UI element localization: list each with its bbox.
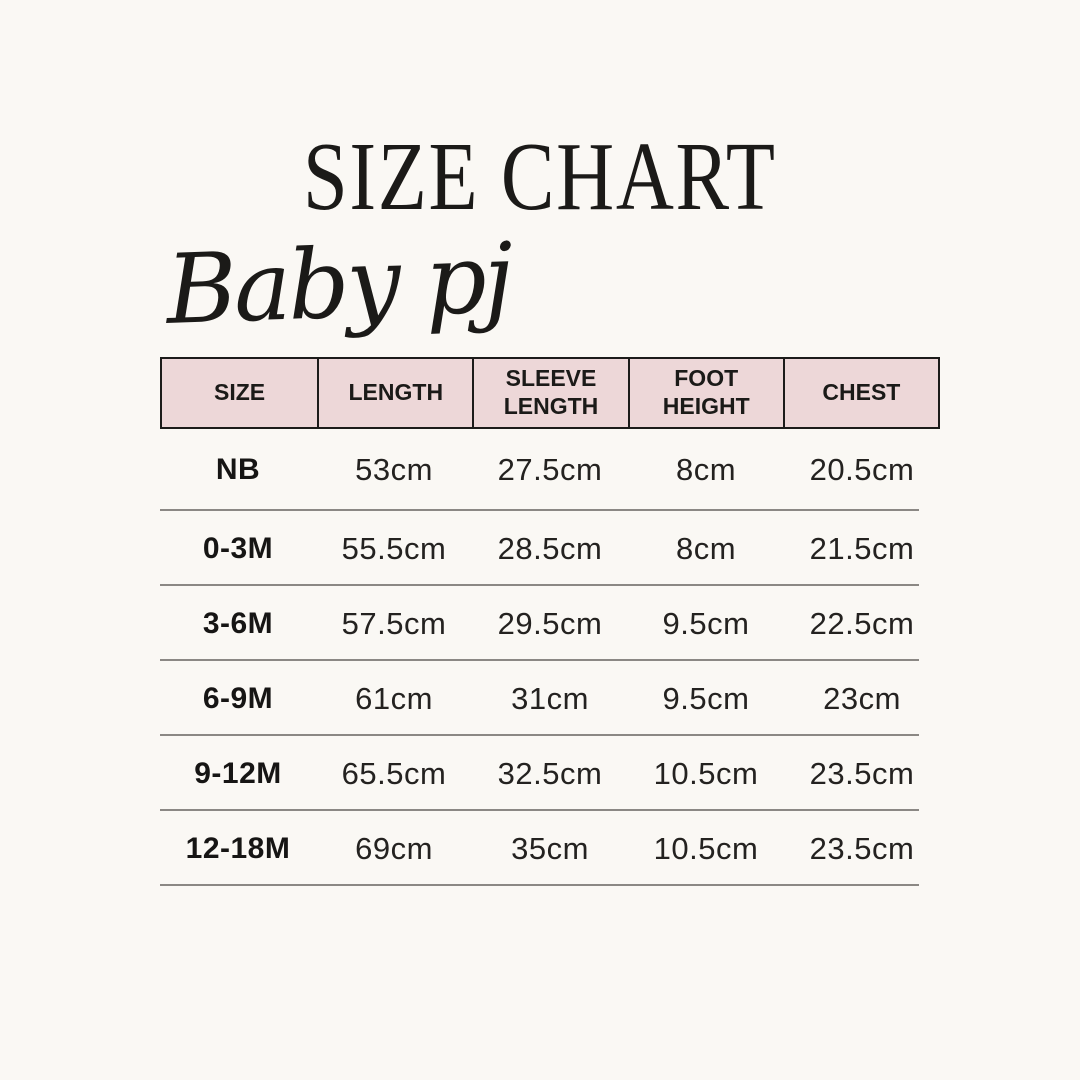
sleeve-length-cell: 31cm	[511, 680, 589, 716]
size-table	[160, 357, 940, 886]
size-cell: 3-6M	[202, 606, 274, 640]
brand-signature: Baby pj	[164, 222, 513, 346]
foot-height-cell: 9.5cm	[662, 680, 750, 716]
chest-cell: 23cm	[823, 680, 901, 716]
page-title-text: SIZE CHART	[303, 123, 777, 231]
sleeve-length-cell: 32.5cm	[497, 755, 603, 791]
table-row	[160, 429, 940, 511]
column-header-foot-height: FOOT HEIGHT	[628, 359, 783, 427]
length-cell: 55.5cm	[341, 530, 447, 566]
foot-height-cell: 10.5cm	[653, 830, 759, 866]
sleeve-length-cell: 35cm	[511, 830, 589, 866]
chest-cell: 23.5cm	[809, 830, 915, 866]
column-header-size: SIZE	[214, 379, 266, 406]
chest-cell: 23.5cm	[809, 755, 915, 791]
foot-height-cell: 8cm	[675, 530, 737, 566]
table-row	[160, 511, 940, 586]
column-header-sleeve-length: SLEEVE LENGTH	[472, 359, 627, 427]
table-body	[160, 429, 940, 886]
length-cell: 65.5cm	[341, 755, 447, 791]
foot-height-cell: 8cm	[675, 452, 737, 487]
size-cell: 12-18M	[185, 831, 291, 865]
column-header-length: LENGTH	[317, 359, 472, 427]
chest-cell: 21.5cm	[809, 530, 915, 566]
size-cell: 0-3M	[202, 531, 274, 565]
sleeve-length-cell: 28.5cm	[497, 530, 603, 566]
sleeve-length-cell: 27.5cm	[497, 452, 603, 487]
foot-height-cell: 10.5cm	[653, 755, 759, 791]
length-cell: 57.5cm	[341, 605, 447, 641]
chest-cell: 20.5cm	[809, 452, 915, 487]
column-header-chest: CHEST	[783, 359, 938, 427]
length-cell: 61cm	[355, 680, 433, 716]
table-row	[160, 811, 940, 886]
table-row	[160, 736, 940, 811]
length-cell: 69cm	[355, 830, 433, 866]
table-row	[160, 661, 940, 736]
page-title	[0, 123, 1080, 231]
size-cell: 6-9M	[202, 681, 274, 715]
size-cell: 9-12M	[194, 756, 282, 790]
table-row	[160, 586, 940, 661]
size-cell: NB	[215, 453, 261, 486]
foot-height-cell: 9.5cm	[662, 605, 750, 641]
table-header-row	[160, 357, 940, 429]
chest-cell: 22.5cm	[809, 605, 915, 641]
sleeve-length-cell: 29.5cm	[497, 605, 603, 641]
length-cell: 53cm	[355, 452, 433, 487]
